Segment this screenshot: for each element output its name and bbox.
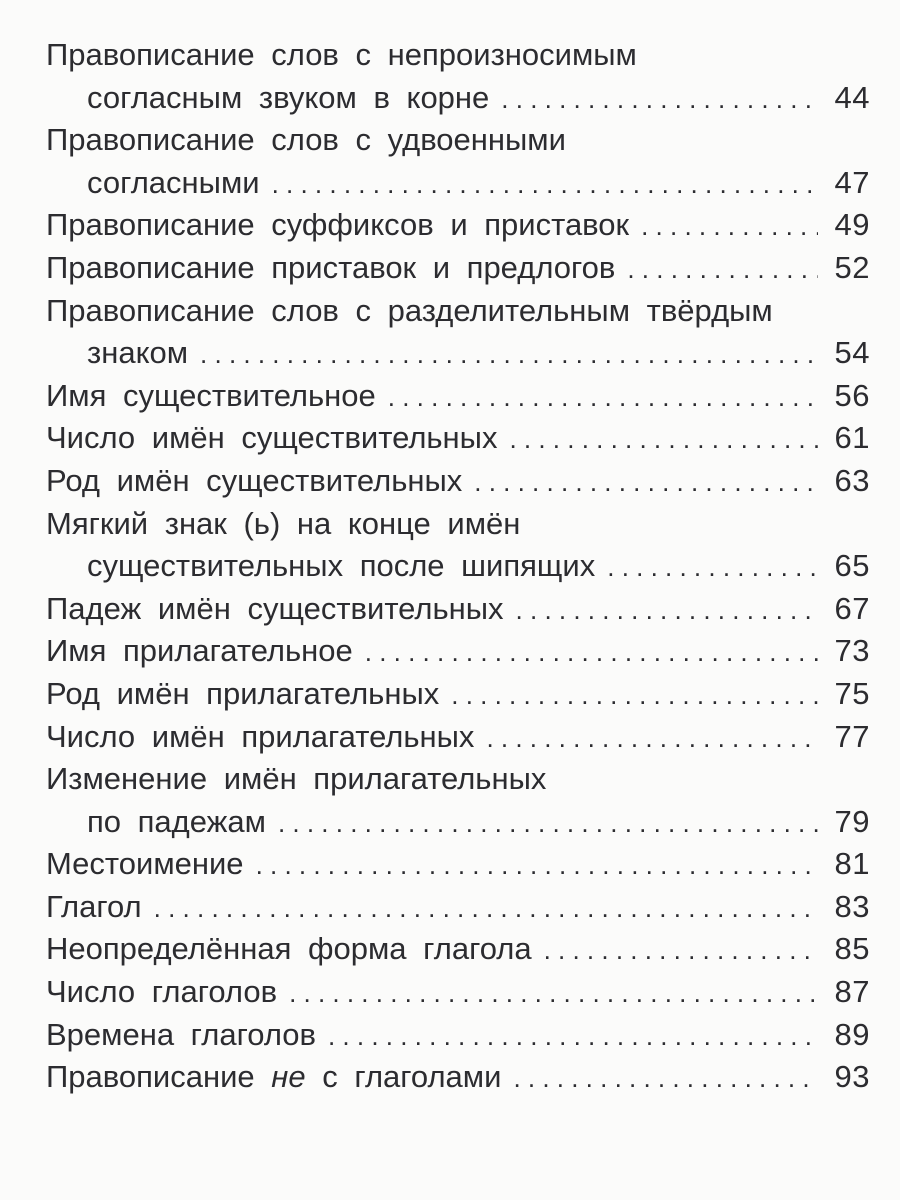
- toc-page-number: 83: [834, 888, 870, 924]
- toc-line: [46, 290, 870, 333]
- dot-leader: [486, 717, 818, 760]
- toc-title-italic-part: не: [271, 1059, 306, 1095]
- toc-line: [46, 588, 870, 631]
- toc-line: [46, 1014, 870, 1057]
- toc-entry-title: Глагол: [46, 888, 142, 924]
- toc-entry-title: Падеж имён существительных: [46, 590, 504, 626]
- toc-entry: [46, 247, 870, 290]
- toc-entry-title-continued: по падежам: [87, 803, 266, 839]
- toc-page-number: 77: [834, 718, 870, 754]
- toc-entry-title: Имя прилагательное: [46, 633, 353, 669]
- toc-page-number: 93: [834, 1059, 870, 1095]
- table-of-contents: [46, 34, 870, 1099]
- toc-entry: [46, 204, 870, 247]
- dot-leader: [388, 376, 818, 419]
- toc-page-number: 81: [834, 846, 870, 882]
- toc-entry-title-continued: знаком: [87, 335, 189, 371]
- dot-leader: [501, 78, 818, 121]
- toc-page-number: 63: [834, 462, 870, 498]
- toc-page-number: 47: [834, 164, 870, 200]
- toc-entry-title: [46, 1056, 501, 1099]
- dot-leader: [627, 248, 818, 291]
- toc-page-number: 85: [834, 931, 870, 967]
- toc-line: [46, 460, 870, 503]
- toc-entry: [46, 928, 870, 971]
- toc-entry: [46, 630, 870, 673]
- toc-entry: [46, 290, 870, 375]
- toc-line: [46, 545, 870, 588]
- toc-line: [46, 971, 870, 1014]
- dot-leader: [544, 929, 818, 972]
- toc-page-number: 56: [834, 377, 870, 413]
- toc-entry: [46, 503, 870, 588]
- dot-leader: [509, 418, 818, 461]
- toc-line: [46, 503, 870, 546]
- toc-entry-title: Правописание слов с непроизносимым: [46, 37, 637, 72]
- toc-entry: [46, 588, 870, 631]
- dot-leader: [474, 461, 818, 504]
- toc-entry: [46, 758, 870, 843]
- toc-entry-title: Правописание слов с удвоенными: [46, 122, 566, 158]
- toc-page-number: 54: [834, 335, 870, 371]
- toc-entry: [46, 716, 870, 759]
- toc-line: [46, 716, 870, 759]
- toc-line: [46, 843, 870, 886]
- toc-page-number: 52: [834, 249, 870, 285]
- toc-page-number: 61: [834, 420, 870, 456]
- dot-leader: [607, 546, 818, 589]
- toc-line: [46, 630, 870, 673]
- toc-entry-title-continued: существительных после шипящих: [87, 548, 596, 584]
- dot-leader: [516, 589, 818, 632]
- toc-entry: [46, 1056, 870, 1099]
- toc-entry-title: Правописание слов с разделительным твёрдым: [46, 292, 773, 328]
- toc-entry-title: Правописание суффиксов и приставок: [46, 207, 630, 243]
- toc-entry-title: Изменение имён прилагательных: [46, 761, 547, 797]
- toc-line: [46, 801, 870, 844]
- toc-line: [46, 332, 870, 375]
- toc-entry: [46, 886, 870, 929]
- toc-line: [46, 886, 870, 929]
- toc-entry-title: Местоимение: [46, 846, 244, 882]
- toc-entry: [46, 460, 870, 503]
- toc-entry: [46, 673, 870, 716]
- toc-page-number: 44: [834, 79, 870, 115]
- dot-leader: [256, 844, 818, 887]
- toc-entry-title: Мягкий знак (ь) на конце имён: [46, 505, 521, 541]
- toc-line: [46, 758, 870, 801]
- toc-entry-title: Число глаголов: [46, 974, 278, 1010]
- toc-entry: [46, 119, 870, 204]
- toc-line: [46, 1056, 870, 1099]
- dot-leader: [278, 802, 818, 845]
- toc-entry-title: Времена глаголов: [46, 1016, 316, 1052]
- toc-line: [46, 34, 870, 77]
- toc-entry-title-continued: согласными: [87, 164, 260, 200]
- toc-line: [46, 247, 870, 290]
- toc-entry: [46, 34, 870, 119]
- toc-entry: [46, 843, 870, 886]
- toc-page-number: 67: [834, 590, 870, 626]
- toc-line: [46, 77, 870, 120]
- toc-entry-title: Род имён прилагательных: [46, 675, 440, 711]
- dot-leader: [365, 631, 818, 674]
- dot-leader: [272, 163, 818, 206]
- toc-entry-title-continued: согласным звуком в корне: [87, 79, 490, 115]
- toc-entry-title: Неопределённая форма глагола: [46, 931, 532, 967]
- toc-title-part: Правописание: [46, 1059, 255, 1095]
- toc-entry: [46, 375, 870, 418]
- toc-page-number: 73: [834, 633, 870, 669]
- toc-entry-title: Правописание приставок и предлогов: [46, 249, 616, 285]
- toc-line: [46, 204, 870, 247]
- toc-page-number: 87: [834, 974, 870, 1010]
- toc-entry-title: Род имён существительных: [46, 462, 463, 498]
- toc-title-part: с глаголами: [322, 1059, 502, 1095]
- toc-entry: [46, 1014, 870, 1057]
- dot-leader: [154, 887, 818, 930]
- toc-page-number: 79: [834, 803, 870, 839]
- dot-leader: [641, 205, 818, 248]
- toc-line: [46, 162, 870, 205]
- toc-entry-title: Число имён прилагательных: [46, 718, 475, 754]
- toc-entry: [46, 971, 870, 1014]
- toc-line: [46, 673, 870, 716]
- toc-page-number: 75: [834, 675, 870, 711]
- toc-page-number: 65: [834, 548, 870, 584]
- dot-leader: [513, 1057, 818, 1100]
- toc-line: [46, 375, 870, 418]
- toc-line: [46, 417, 870, 460]
- toc-line: [46, 119, 870, 162]
- dot-leader: [200, 333, 818, 376]
- dot-leader: [451, 674, 818, 717]
- toc-entry-title: Число имён существительных: [46, 420, 498, 456]
- toc-entry-title: Имя существительное: [46, 377, 376, 413]
- dot-leader: [289, 972, 818, 1015]
- toc-entry: [46, 417, 870, 460]
- dot-leader: [328, 1015, 818, 1058]
- toc-page-number: 89: [834, 1016, 870, 1052]
- toc-page-number: 49: [834, 207, 870, 243]
- toc-line: [46, 928, 870, 971]
